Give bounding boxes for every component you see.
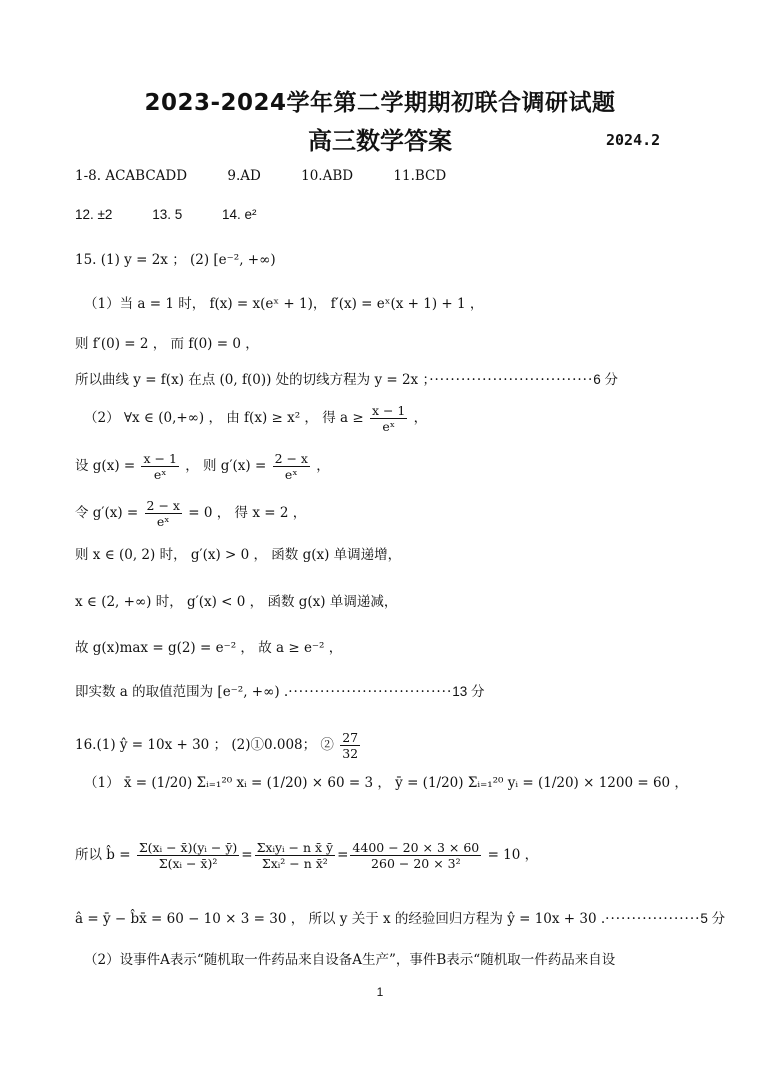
q15-line-4: （2） ∀x ∈ (0,+∞) ， 由 f(x) ≥ x² ， 得 a ≥ $\frac{x - 1}{\text{eˣ}}$ ， bbox=[84, 403, 428, 434]
score-6: 6 分 bbox=[593, 372, 619, 387]
fraction: $\frac{x - 1}{\text{eˣ}}$ bbox=[143, 451, 177, 482]
fraction: $\frac{2 - x}{\text{eˣ}}$ bbox=[274, 451, 308, 482]
page-number: 1 bbox=[376, 985, 384, 999]
answer-12: 12. ±2 bbox=[75, 207, 113, 222]
q15-line-4-text: （2） ∀x ∈ (0,+∞) ， 由 f(x) ≥ x² ， 得 a ≥ bbox=[84, 410, 364, 426]
answer-14: 14. e² bbox=[222, 207, 257, 222]
fraction: $\frac{2 - x}{\text{eˣ}}$ bbox=[146, 498, 180, 529]
answers-1-8: 1-8. ACABCADD bbox=[75, 168, 188, 184]
q15-line-10: 即实数 a 的取值范围为 [e⁻², +∞) .·······························13 分 bbox=[75, 684, 485, 700]
exam-subtitle: 高三数学答案 bbox=[308, 127, 452, 155]
answer-9: 9.AD bbox=[227, 168, 261, 184]
fraction: $\frac{4400 - 20 \times 3 \times 60}{\text{260 − 20 × 3²}}$ bbox=[352, 840, 480, 871]
answer-10: 10.ABD bbox=[301, 168, 354, 184]
fraction: $\frac{\text{Σ(xᵢ − x̄)(yᵢ − ȳ)}}{\text{Σ(xᵢ − x̄)²}}$ bbox=[138, 840, 238, 871]
answer-key-row-2 bbox=[75, 205, 293, 225]
score-13: 13 分 bbox=[452, 684, 485, 699]
q15-line-5: 设 g(x) = $\frac{x - 1}{\text{eˣ}}$ ， 则 g′(x) = $\frac{2 - x}{\text{eˣ}}$ ， bbox=[75, 451, 330, 482]
exam-date: 2024.2 bbox=[606, 131, 661, 149]
q15-line-3 bbox=[75, 370, 618, 390]
q16-line-2: 所以 b̂ = $\frac{\text{Σ(xᵢ − x̄)(yᵢ − ȳ)}}{\text{Σ(xᵢ − x̄)²}}$ = $\frac{\text{Σxᵢyᵢ − n x̄ ȳ}}{\text{Σxᵢ² − n x̄²}}$ = $\frac{4400 - 20 \times 3 \times 60}{\text{260 − 20 × 3²}}$ = 10 ， bbox=[75, 840, 539, 871]
answer-key-row-1 bbox=[75, 166, 482, 186]
q15-line-3-text: 所以曲线 y = f(x) 在点 (0, f(0)) 处的切线方程为 y = 2x ； bbox=[75, 372, 430, 388]
q15-line-6: 令 g′(x) = $\frac{2 - x}{\text{eˣ}}$ = 0 ， 得 x = 2 ， bbox=[75, 498, 307, 529]
dot-leader: ·················· bbox=[605, 911, 701, 927]
answer-13: 13. 5 bbox=[152, 207, 183, 222]
fraction: $\frac{27}{32}$ bbox=[342, 730, 359, 761]
q16-line-1: （1） x̄ = (1/20) Σᵢ₌₁²⁰ xᵢ = (1/20) × 60 = 3 ， ȳ = (1/20) Σᵢ₌₁²⁰ yᵢ = (1/20) × 1200 = 60 ， bbox=[84, 775, 688, 791]
answer-11: 11.BCD bbox=[393, 168, 447, 184]
q16-summary: 16.(1) ŷ = 10x + 30 ； (2)①0.008； ② $\frac{27}{32}$ bbox=[75, 730, 359, 761]
score-5: 5 分 bbox=[700, 911, 726, 926]
fraction: $\frac{\text{Σxᵢyᵢ − n x̄ ȳ}}{\text{Σxᵢ² − n x̄²}}$ bbox=[256, 840, 334, 871]
dot-leader: ······························· bbox=[288, 684, 453, 700]
q15-line-1: （1）当 a = 1 时， f(x) = x(eˣ + 1)， f′(x) = eˣ(x + 1) + 1 ， bbox=[84, 296, 484, 312]
q15-line-8: x ∈ (2, +∞) 时， g′(x) < 0 ， 函数 g(x) 单调递减， bbox=[75, 594, 398, 610]
q15-line-9: 故 g(x)max = g(2) = e⁻² ， 故 a ≥ e⁻² ， bbox=[75, 640, 343, 656]
q16-line-3: â = ȳ − b̂x̄ = 60 − 10 × 3 = 30 ， 所以 y 关于 x 的经验回归方程为 ŷ = 10x + 30 .··················5 分 bbox=[75, 911, 726, 927]
q15-line-7: 则 x ∈ (0, 2) 时， g′(x) > 0 ， 函数 g(x) 单调递增， bbox=[75, 547, 402, 563]
fraction: $\frac{x - 1}{\text{eˣ}}$ bbox=[371, 403, 406, 434]
q15-line-2: 则 f′(0) = 2 ， 而 f(0) = 0 ， bbox=[75, 336, 259, 352]
exam-title: 2023-2024学年第二学期期初联合调研试题 bbox=[144, 90, 616, 116]
dot-leader: ······························· bbox=[429, 372, 594, 388]
answer-15-summary: 15. (1) y = 2x ； (2) [e⁻², +∞) bbox=[75, 252, 276, 268]
q16-line-4: （2）设事件A表示“随机取一件药品来自设备A生产”，事件B表示“随机取一件药品来自设 bbox=[84, 952, 616, 968]
